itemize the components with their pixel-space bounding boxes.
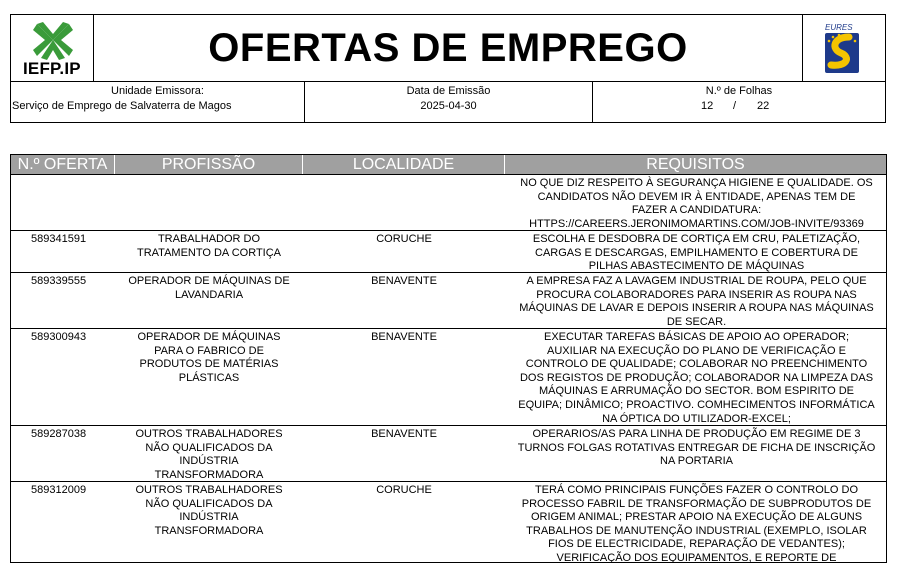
table-row <box>11 329 886 426</box>
requirements-line: PILHAS ABASTECIMENTO DE MÁQUINAS <box>588 260 805 273</box>
sheet-total: 22 <box>757 100 770 112</box>
requirements-line: NA PORTARIA <box>660 455 733 468</box>
table-row <box>11 426 886 482</box>
profession-line: TRABALHADOR DO <box>157 233 261 245</box>
offer-number <box>11 175 115 230</box>
document-header <box>10 14 886 82</box>
title-box <box>94 15 802 81</box>
profession-line: TRATAMENTO DA CORTIÇA <box>136 246 282 259</box>
requirements-line: PROCESSO FABRIL DE TRANSFORMAÇÃO DE SUBPRODUTOS DE <box>521 497 872 510</box>
profession-line: OPERADOR DE MÁQUINAS <box>137 331 281 343</box>
requirements-line: TERÁ COMO PRINCIPAIS FUNÇÕES FAZER O CONTROLO DO <box>534 484 859 496</box>
offer-number: 589339555 <box>31 275 87 287</box>
offer-number: 589312009 <box>31 484 87 496</box>
profession-line: INDÚSTRIA <box>179 511 239 524</box>
location: BENAVENTE <box>371 428 437 440</box>
requirements-line: ORIGEM ANIMAL; PRESTAR APOIO NA EXECUÇÃO DE ALGUNS <box>530 511 863 524</box>
sheets-label: N.º de Folhas <box>705 85 773 97</box>
table-header <box>11 155 886 175</box>
offer-number: 589341591 <box>31 233 87 245</box>
requirements-line: HTTPS://CAREERS.JERONIMOMARTINS.COM/JOB-INVITE/93369 <box>529 217 864 230</box>
requirements-line: NA ÓPTICA DO UTILIZADOR-EXCEL; <box>602 412 791 425</box>
profession <box>115 482 303 562</box>
page-title: OFERTAS DE EMPREGO <box>208 25 688 70</box>
iefp-logo-text: IEFP.IP <box>23 59 81 78</box>
requirements-line: TURNOS FOLGAS ROTATIVAS ENTREGAR DE FICHA DE INSCRIÇÃO <box>517 441 876 454</box>
requirements-line: EXECUTAR TAREFAS BÁSICAS DE APOIO AO OPERADOR; <box>543 331 850 343</box>
requirements-line: OPERARIOS/AS PARA LINHA DE PRODUÇÃO EM REGIME DE 3 <box>532 428 861 440</box>
requirements <box>505 231 886 272</box>
profession-line: OUTROS TRABALHADORES <box>135 428 283 440</box>
profession-line: PARA O FABRICO DE <box>154 344 264 357</box>
table-row <box>11 231 886 273</box>
profession-line: PLÁSTICAS <box>178 371 240 384</box>
iefp-logo-icon <box>31 20 75 60</box>
issuing-unit-label: Unidade Emissora: <box>111 85 204 97</box>
profession <box>115 426 303 481</box>
eures-logo-icon <box>819 21 867 77</box>
location: CORUCHE <box>376 484 432 496</box>
profession-line: NÃO QUALIFICADOS DA <box>145 497 273 510</box>
location: BENAVENTE <box>371 331 437 343</box>
requirements-line: DOS REGISTOS DE PRODUÇÃO; COLABORADOR NA LIMPEZA DAS <box>519 371 874 384</box>
requirements-line: VERIFICAÇÃO DOS EQUIPAMENTOS, E REPORTE DE <box>556 551 837 562</box>
requirements-line: ESCOLHA E DESDOBRA DE CORTIÇA EM CRU, PALETIZAÇÃO, <box>532 233 861 245</box>
requirements-line: FIOS DE ELECTRICIDADE, REPARAÇÃO DE VEDANTES); <box>548 538 845 551</box>
requirements-line: DE SECAR. <box>666 315 727 328</box>
table-body <box>11 175 886 562</box>
eures-logo <box>802 15 885 81</box>
table-row <box>11 273 886 329</box>
profession-line: OPERADOR DE MÁQUINAS DE <box>128 275 290 287</box>
profession-line: NÃO QUALIFICADOS DA <box>145 441 273 454</box>
table-row <box>11 482 886 562</box>
issuing-unit-cell <box>11 82 305 122</box>
sheets-value <box>593 99 885 114</box>
requirements-line: PROCURA COLABORADORES PARA INSERIR AS ROUPA NAS <box>536 288 857 301</box>
profession <box>115 273 303 328</box>
requirements-line: A EMPRESA FAZ A LAVAGEM INDUSTRIAL DE ROUPA, PELO QUE <box>526 275 867 287</box>
profession-line: TRANSFORMADORA <box>154 524 264 537</box>
profession-line: TRANSFORMADORA <box>154 468 264 481</box>
requirements <box>505 175 886 230</box>
profession-line: LAVANDARIA <box>174 288 244 301</box>
requirements-line: EQUIPA; DINÂMICO; PROACTIVO. COMHECIMENTOS INFORMÁTICA <box>518 398 875 411</box>
header-location: LOCALIDADE <box>303 155 505 174</box>
requirements-line: CARGAS E DESCARGAS, EMPILHAMENTO E COBERTURA DE <box>535 246 858 259</box>
profession <box>115 329 303 425</box>
requirements <box>505 273 886 328</box>
requirements-line: CANDIDATOS NÃO DEVEM IR À ENTIDADE, APENAS TEM DE <box>537 190 856 203</box>
location <box>303 175 505 230</box>
requirements-line: MÁQUINAS DE LAVAR E DEPOIS INSERIR A ROUPA NAS MÁQUINAS <box>519 302 874 315</box>
job-offers-table <box>10 154 887 563</box>
location: CORUCHE <box>376 233 432 245</box>
offer-number: 589300943 <box>31 331 87 343</box>
issuing-unit-value: Serviço de Emprego de Salvaterra de Magos <box>12 100 232 112</box>
requirements-line: AUXILIAR NA EXECUÇÃO DO PLANO DE VERIFICAÇÃO E <box>547 344 846 357</box>
requirements-line: MÁQUINAS E ARRUMAÇÃO DO SECTOR. BOM ESPIRITO DE <box>539 385 854 398</box>
location: BENAVENTE <box>371 275 437 287</box>
offer-number: 589287038 <box>31 428 87 440</box>
profession-line: OUTROS TRABALHADORES <box>135 484 283 496</box>
eures-logo-text: EURES <box>825 23 853 32</box>
table-row <box>11 175 886 231</box>
requirements-line: FAZER A CANDIDATURA: <box>631 204 762 217</box>
sheet-current: 12 <box>701 100 714 112</box>
sheets-cell <box>593 82 885 122</box>
header-offer-number: N.º OFERTA <box>11 155 115 174</box>
document-meta <box>10 82 886 123</box>
requirements-line: CONTROLO DE QUALIDADE; COLABORAR NO PREENCHIMENTO <box>525 358 868 371</box>
profession <box>115 231 303 272</box>
iefp-logo <box>11 15 94 81</box>
profession <box>115 175 303 230</box>
sheet-separator: / <box>733 100 737 112</box>
header-profession: PROFISSÃO <box>115 155 303 174</box>
profession-line: PRODUTOS DE MATÉRIAS <box>139 358 279 371</box>
requirements-line: TRABALHOS DE MANUTENÇÃO INDUSTRIAL (EXEMPLO, ISOLAR <box>526 524 867 537</box>
requirements <box>505 426 886 481</box>
issue-date-cell <box>305 82 593 122</box>
issue-date-value: 2025-04-30 <box>420 100 477 112</box>
header-requirements: REQUISITOS <box>646 156 745 173</box>
requirements-line: NO QUE DIZ RESPEITO À SEGURANÇA HIGIENE E QUALIDADE. OS <box>520 177 873 189</box>
requirements <box>505 482 886 562</box>
issue-date-label: Data de Emissão <box>406 85 491 97</box>
requirements <box>505 329 886 425</box>
profession-line: INDÚSTRIA <box>179 455 239 468</box>
